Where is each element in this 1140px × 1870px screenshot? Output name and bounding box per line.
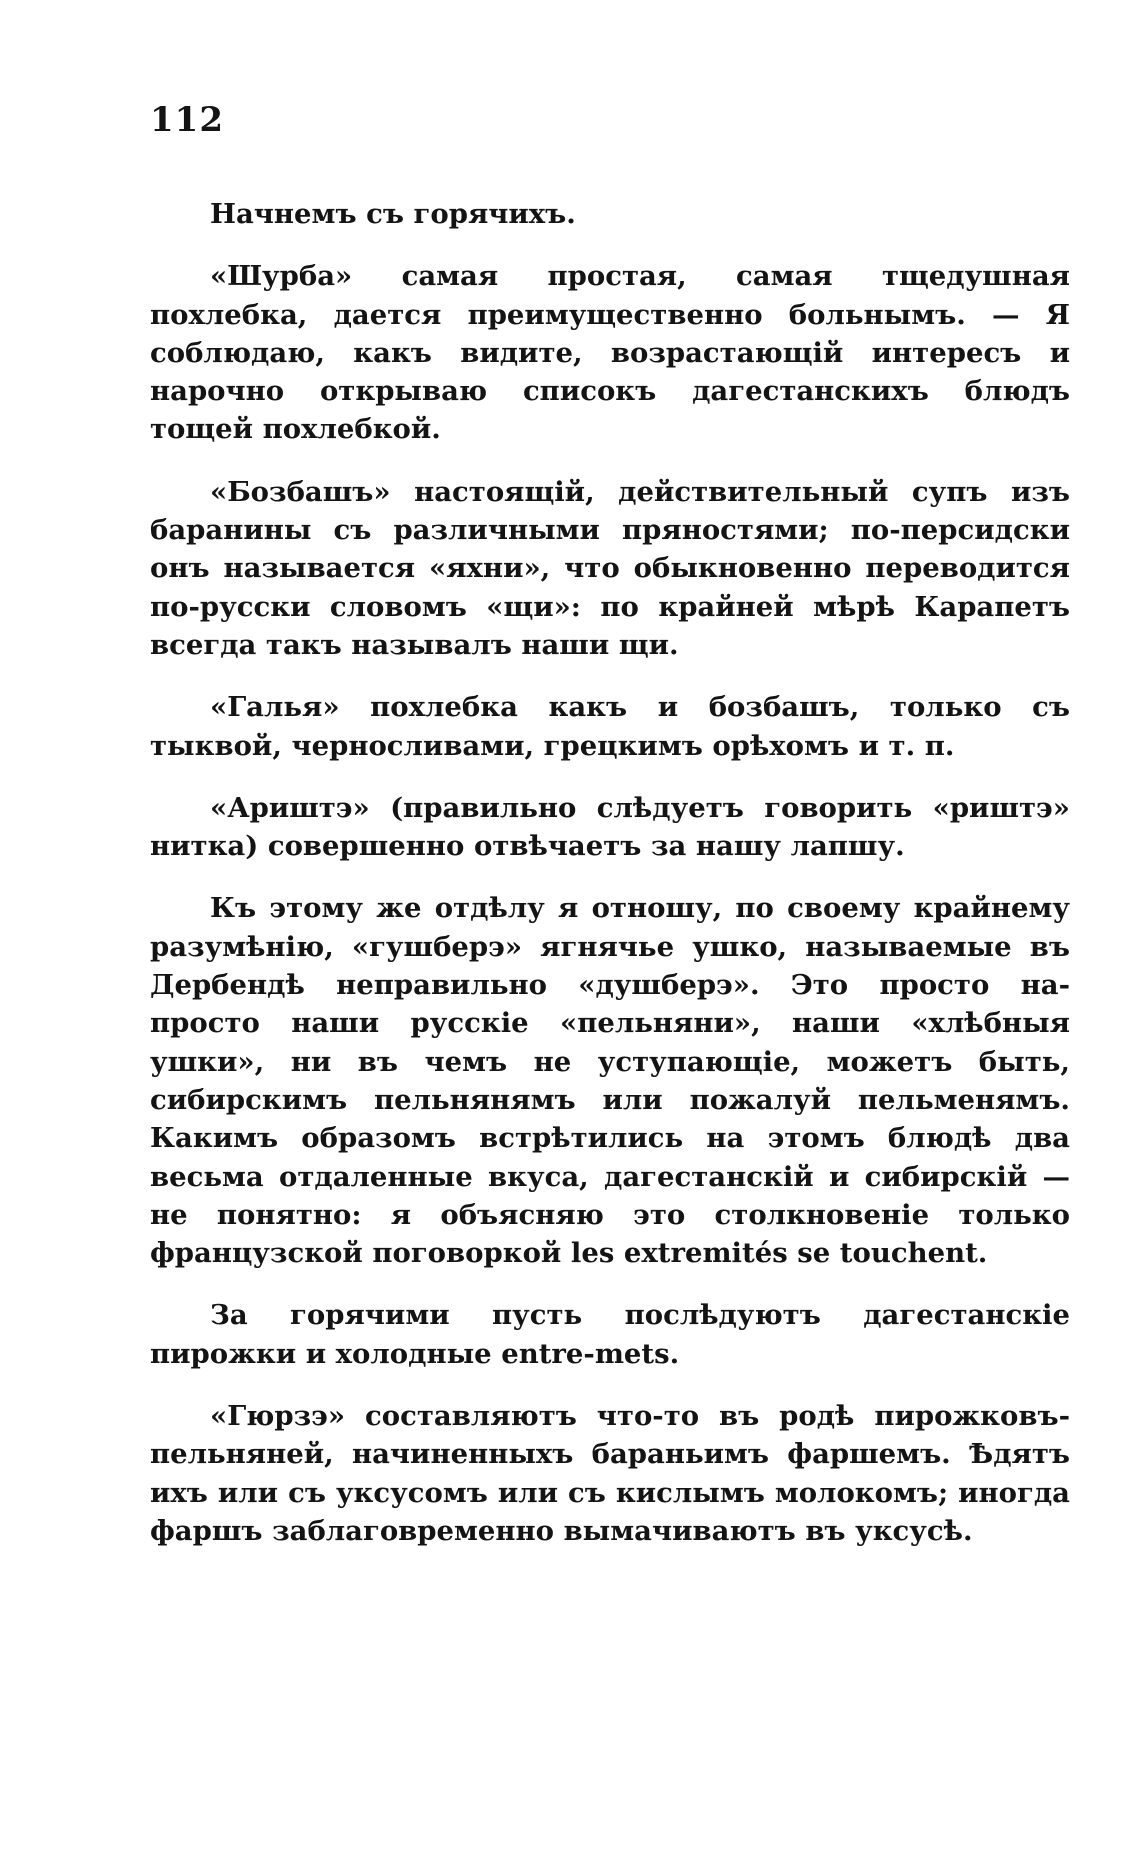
- paragraph-bozbash: «Бозбашъ» настоящій, действительный супъ изъ баранины съ различными пряностями; по-персидски онъ называется «яхни», что обыкновенно переводится по-русски словомъ «щи»: по крайней мѣрѣ Карапетъ всегда такъ называлъ наши щи.: [150, 475, 1070, 661]
- page-number: 112: [150, 100, 224, 140]
- paragraph-shurba: «Шурба» самая простая, самая тщедушная похлебка, дается преимущественно больнымъ. — Я соблюдаю, какъ видите, возрастающій интересъ и нарочно открываю списокъ дагестанскихъ блюдъ тощей похлебкой.: [150, 260, 1070, 446]
- section-heading: Начнемъ съ горячихъ.: [210, 198, 576, 230]
- paragraph-galya: «Галья» похлебка какъ и бозбашъ, только съ тыквой, черносливами, грецкимъ орѣхомъ и т. п.: [150, 691, 1070, 762]
- paragraph-gyurze: «Гюрзэ» составляютъ что-то въ родѣ пирожковъ-пельняней, начиненныхъ бараньимъ фаршемъ. Ѣдятъ ихъ или съ уксусомъ или съ кислымъ молокомъ; иногда фаршъ заблаговременно вымачиваютъ въ уксусѣ.: [150, 1400, 1070, 1547]
- page-text: [150, 195, 1070, 1550]
- paragraph-pirozhki: За горячими пусть послѣдуютъ дагестанскіе пирожки и холодные entre-mets.: [150, 1299, 1070, 1370]
- paragraph-gushbere: Къ этому же отдѣлу я отношу, по своему крайнему разумѣнію, «гушберэ» ягнячье ушко, называемые въ Дербендѣ неправильно «душберэ». Это просто на-просто наши русскіе «пельняни», наши «хлѣбныя ушки», ни въ чемъ не уступающіе, можетъ быть, сибирскимъ пельнянямъ или пожалуй пельменямъ. Какимъ образомъ встрѣтились на этомъ блюдѣ два весьма отдаленные вкуса, дагестанскій и сибирскій — не понятно: я объясняю это столкновеніе только французской поговоркой les extremités se touchent.: [150, 892, 1070, 1270]
- paragraph-arishte: «Ариштэ» (правильно слѣдуетъ говорить «риштэ» нитка) совершенно отвѣчаетъ за нашу лапшу.: [150, 791, 1070, 863]
